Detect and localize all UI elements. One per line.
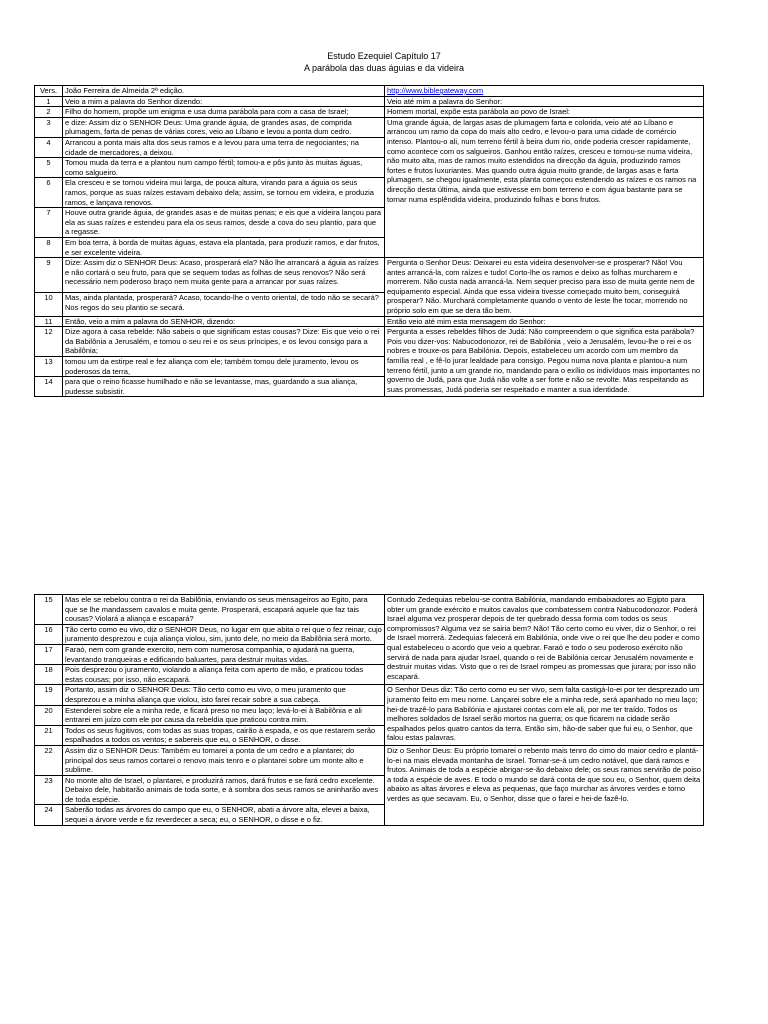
paraphrase-text: Homem mortal, expõe esta parábola ao povo de Israel: xyxy=(385,107,704,118)
verse-number: 17 xyxy=(35,644,63,664)
verse-text: Portanto, assim diz o SENHOR Deus: Tão certo como eu vivo, o meu juramento que desprezou e a minha aliança que violou, isto farei recair sobre a sua cabeça. xyxy=(63,685,385,705)
table-row xyxy=(35,685,704,705)
verse-text: Ela cresceu e se tornou videira mui larga, de pouca altura, virando para a águia os seus ramos, porque as suas raízes estavam debaixo dela; assim, se tornou em videira, e produzia ramos, e lançava renovos. xyxy=(63,178,385,208)
verse-number: 4 xyxy=(35,137,63,157)
paraphrase-column-header[interactable] xyxy=(385,86,704,97)
paraphrase-text: Diz o Senhor Deus: Eu próprio tomarei o rebento mais tenro do cimo do maior cedro e plantá-lo-ei na mais elevada montanha de Israel. Tornar-se-á um cedro notável, que dará ramos e frutos. Animais de toda a espécie abrigar-se-ão debaixo dele; os seus ramos servirão de poiso a toda a espécie de aves. E todo o mundo se dará conta de que sou eu, o Senhor, quem deita abaixo as altas árvores e eleva as pequenas, que faço murchar as árvores verdes e torno verdes as que secavam. Eu, o Senhor, disse que o farei e hei-de fazê-lo. xyxy=(385,745,704,825)
verse-text: Veio a mim a palavra do Senhor dizendo: xyxy=(63,96,385,107)
verse-text: Saberão todas as árvores do campo que eu, o SENHOR, abati a árvore alta, elevei a baixa, sequei a árvore verde e fiz reverdecer a seca; eu, o SENHOR, o disse e o fiz. xyxy=(63,805,385,825)
table-row xyxy=(35,327,704,357)
verse-text: No monte alto de Israel, o plantarei, e produzirá ramos, dará frutos e se fará cedro excelente. Debaixo dele, habitarão animais de toda sorte, e à sombra dos seus ramos se aninharão aves de toda espécie. xyxy=(63,775,385,805)
verse-number: 5 xyxy=(35,158,63,178)
verse-text: e dize: Assim diz o SENHOR Deus: Uma grande águia, de grandes asas, de comprida plumagem, farta de penas de várias cores, veio ao Líbano e levou a ponta dum cedro. xyxy=(63,117,385,137)
document-title: Estudo Ezequiel Capítulo 17 xyxy=(327,51,441,61)
verse-number: 9 xyxy=(35,258,63,293)
verse-text: Pois desprezou o juramento, violando a aliança feita com aperto de mão, e praticou todas estas cousas; por isso, não escapará. xyxy=(63,665,385,685)
verse-text: para que o reino ficasse humilhado e não se levantasse, mas, guardando a sua aliança, pudesse subsistir. xyxy=(63,377,385,397)
verse-text: Em boa terra, à borda de muitas águas, estava ela plantada, para produzir ramos, e dar frutos, e ser excelente videira. xyxy=(63,237,385,257)
table-row xyxy=(35,117,704,137)
table-row xyxy=(35,316,704,327)
biblegateway-link[interactable]: http://www.biblegateway.com xyxy=(387,86,484,95)
verse-column-header: Vers. xyxy=(35,86,63,97)
verse-text: Então, veio a mim a palavra do SENHOR, dizendo: xyxy=(63,316,385,327)
verse-text: Tão certo como eu vivo, diz o SENHOR Deus, no lugar em que abita o rei que o fez reinar, cujo juramento desprezou e cuja aliança violou, sim, junto dele, no meio da Babilônia será morto. xyxy=(63,624,385,644)
verse-number: 12 xyxy=(35,327,63,357)
verse-number: 6 xyxy=(35,178,63,208)
verse-text: Filho do homem, propõe um enigma e usa duma parábola para com a casa de Israel; xyxy=(63,107,385,118)
verse-number: 7 xyxy=(35,208,63,238)
table-row xyxy=(35,595,704,625)
verse-text: Houve outra grande águia, de grandes asas e de muitas penas; e eis que a videira lançou para ela as suas raízes e estendeu para ela os seus ramos, desde a cova do seu plantio, para que a regasse. xyxy=(63,208,385,238)
jfa-column-header: João Ferreira de Almeida 2ª edição. xyxy=(63,86,385,97)
verse-text: Arrancou a ponta mais alta dos seus ramos e a levou para uma terra de negociantes; na cidade de mercadores, a deixou. xyxy=(63,137,385,157)
table-row xyxy=(35,258,704,293)
document-subtitle: A parábola das duas águias e da videira xyxy=(303,63,465,73)
table-row xyxy=(35,96,704,107)
paraphrase-text: Uma grande águia, de largas asas de plumagem farta e colorida, veio até ao Líbano e arrancou um ramo da copa do mais alto cedro, e levou-o para uma cidade de comércio intenso. Plantou-o ali, num terreno fértil à beira dum rio, onde poderia crescer rapidamente, como acontece com os salgueiros. Ganhou então raízes, cresceu e tornou-se numa videira, não muito alta, mas de ramos muito estendidos na direcção da águia, produzindo ramos fortes e frutos luxuriantes. Mas quando outra águia muito grande, de largas asas e farta plumagem, se chegou igualmente, esta planta começou estendendo as raízes e os ramos na direcção desta última, ainda que estivesse em bom terreno e com água bastante para se tornar numa esplêndida videira, produzindo folhas e bons frutos. xyxy=(385,117,704,257)
verse-text: Dize: Assim diz o SENHOR Deus: Acaso, prosperará ela? Não lhe arrancará a águia as raízes e não cortará o seu fruto, para que se sequem todas as folhas de seus renovos? Não será necessário nem poderoso braço nem muita gente para a arrancar por suas raízes. xyxy=(63,258,385,293)
verse-text: Mas, ainda plantada, prosperará? Acaso, tocando-lhe o vento oriental, de todo não se secará? Nos regos do seu plantio se secará. xyxy=(63,292,385,316)
verse-number: 24 xyxy=(35,805,63,825)
paraphrase-text: Veio até mim a palavra do Senhor: xyxy=(385,96,704,107)
verse-number: 3 xyxy=(35,117,63,137)
verse-number: 15 xyxy=(35,595,63,625)
paraphrase-text: Pergunta o Senhor Deus: Deixarei eu esta videira desenvolver-se e prosperar? Não! Vou antes arrancá-la, com raízes e tudo! Corto-lhe os ramos e deixo as folhas murcharem e morrerem. Não custa nada arrancá-la. Nem sequer preciso para isso de muita gente nem de equipamento especial. Ainda que essa videira tivesse começado muito bem, conseguirá prosperar? Não. Murchará completamente quando o vento de leste lhe tocar, morrendo no próprio solo em que se dera tão bem. xyxy=(385,258,704,317)
verse-number: 20 xyxy=(35,705,63,725)
verse-table-bottom xyxy=(34,594,704,826)
verse-number: 13 xyxy=(35,357,63,377)
paraphrase-text: Então veio até mim esta mensagem do Senhor: xyxy=(385,316,704,327)
verse-text: Estenderei sobre ele a minha rede, e ficará preso no meu laço; levá-lo-ei à Babilônia e ali entrarei em juízo com ele por causa da rebeldia que praticou contra mim. xyxy=(63,705,385,725)
verse-number: 10 xyxy=(35,292,63,316)
table-row xyxy=(35,745,704,775)
table-header-row xyxy=(35,86,704,97)
paraphrase-text: Pergunta a esses rebeldes filhos de Judá: Não compreendem o que significa esta parábola? Pois vou dizer-vos: Nabucodonozor, rei de Babilónia , veio a Jerusalém, levou-lhe o rei e os nobres e trouxe-os para Babilónia. Depois, estabeleceu um acordo com um membro da família real , e fê-lo jurar lealdade para consigo. Pegou numa nova planta e plantou-a num terreno fértil, junto a um grande rio, mandando para o exílio os indivíduos mais importantes no governo de Judá, para que Judá não volte a ser forte e não se revolte. Mas respeitando as suas promessas, Judá poderia ser respeitado e manter a sua identidade. xyxy=(385,327,704,397)
verse-text: Mas ele se rebelou contra o rei da Babilônia, enviando os seus mensageiros ao Egito, para que se lhe mandassem cavalos e muita gente. Prosperará, escapará aquele que faz tais cousas? Violará a aliança e escapará? xyxy=(63,595,385,625)
verse-text: Assim diz o SENHOR Deus: Também eu tomarei a ponta de um cedro e a plantarei; do principal dos seus ramos cortarei o renovo mais tenro e o plantarei sobre um monte alto e sublime. xyxy=(63,745,385,775)
verse-number: 14 xyxy=(35,377,63,397)
verse-number: 19 xyxy=(35,685,63,705)
paraphrase-text: O Senhor Deus diz: Tão certo como eu ser vivo, sem falta castigá-lo-ei por ter desprezado um juramento feito em meu nome. Lançarei sobre ele a minha rede, será apanhado no meu laço; hei-de trazê-lo para Babilónia e ajustarei contas com ele ali, por me ter traído. Todos os melhores soldados de Israel serão mortos na guerra; os que ficarem na cidade serão espalhados pelos quatro cantos da terra. Então sim, hão-de saber que fui eu, o Senhor, que falou estas palavras. xyxy=(385,685,704,746)
table-row xyxy=(35,107,704,118)
verse-number: 11 xyxy=(35,316,63,327)
verse-text: Faraó, nem com grande exercito, nem com numerosa companhia, o ajudará na guerra, levantando tranqueiras e edificando baluartes, para destruir muitas vidas. xyxy=(63,644,385,664)
verse-number: 18 xyxy=(35,665,63,685)
document-header xyxy=(0,50,768,74)
verse-number: 16 xyxy=(35,624,63,644)
verse-number: 1 xyxy=(35,96,63,107)
verse-number: 21 xyxy=(35,725,63,745)
verse-number: 8 xyxy=(35,237,63,257)
verse-text: Tomou muda da terra e a plantou num campo fértil; tomou-a e pôs junto às muitas águas, como salgueiro. xyxy=(63,158,385,178)
verse-table-top xyxy=(34,85,704,397)
verse-number: 2 xyxy=(35,107,63,118)
verse-text: Todos os seus fugitivos, com todas as suas tropas, cairão à espada, e os que restarem serão espalhados a todos os ventos; e sabereis que eu, o SENHOR, o disse. xyxy=(63,725,385,745)
verse-text: Dize agora à casa rebelde: Não sabeis o que significam estas cousas? Dize: Eis que veio o rei da Babilônia a Jerusalém, e tomou o seu rei e os seus príncipes, e os levou consigo para a Babilônia; xyxy=(63,327,385,357)
paraphrase-text: Contudo Zedequias rebelou-se contra Babilónia, mandando embaixadores ao Egipto para obter um grande exército e muitos cavalos que combatessem contra Nabucodonozor. Poderá Israel alguma vez prosperar depois de ter quebrado dessa forma com todos os seus compromissos? Alguma vez se sairia bem? Não! Tão certo como eu viver, diz o Senhor, o rei de Israel morrerá. Zedequias falecerá em Babilónia, onde vive o rei que lhe deu poder e como qual estabeleceu o acordo que veio a quebrar. Faraó e todo o seu poderoso exército não servirá de nada para ajudar Israel, quando o rei de Babilónia cercar Jerusalém novamente e destruir muitas vidas. Visto que o rei de Israel rompeu as promessas que jurara; por isso não escapará. xyxy=(385,595,704,685)
verse-text: tomou um da estirpe real e fez aliança com ele; também tomou dele juramento, levou os poderosos da terra, xyxy=(63,357,385,377)
verse-number: 22 xyxy=(35,745,63,775)
verse-number: 23 xyxy=(35,775,63,805)
